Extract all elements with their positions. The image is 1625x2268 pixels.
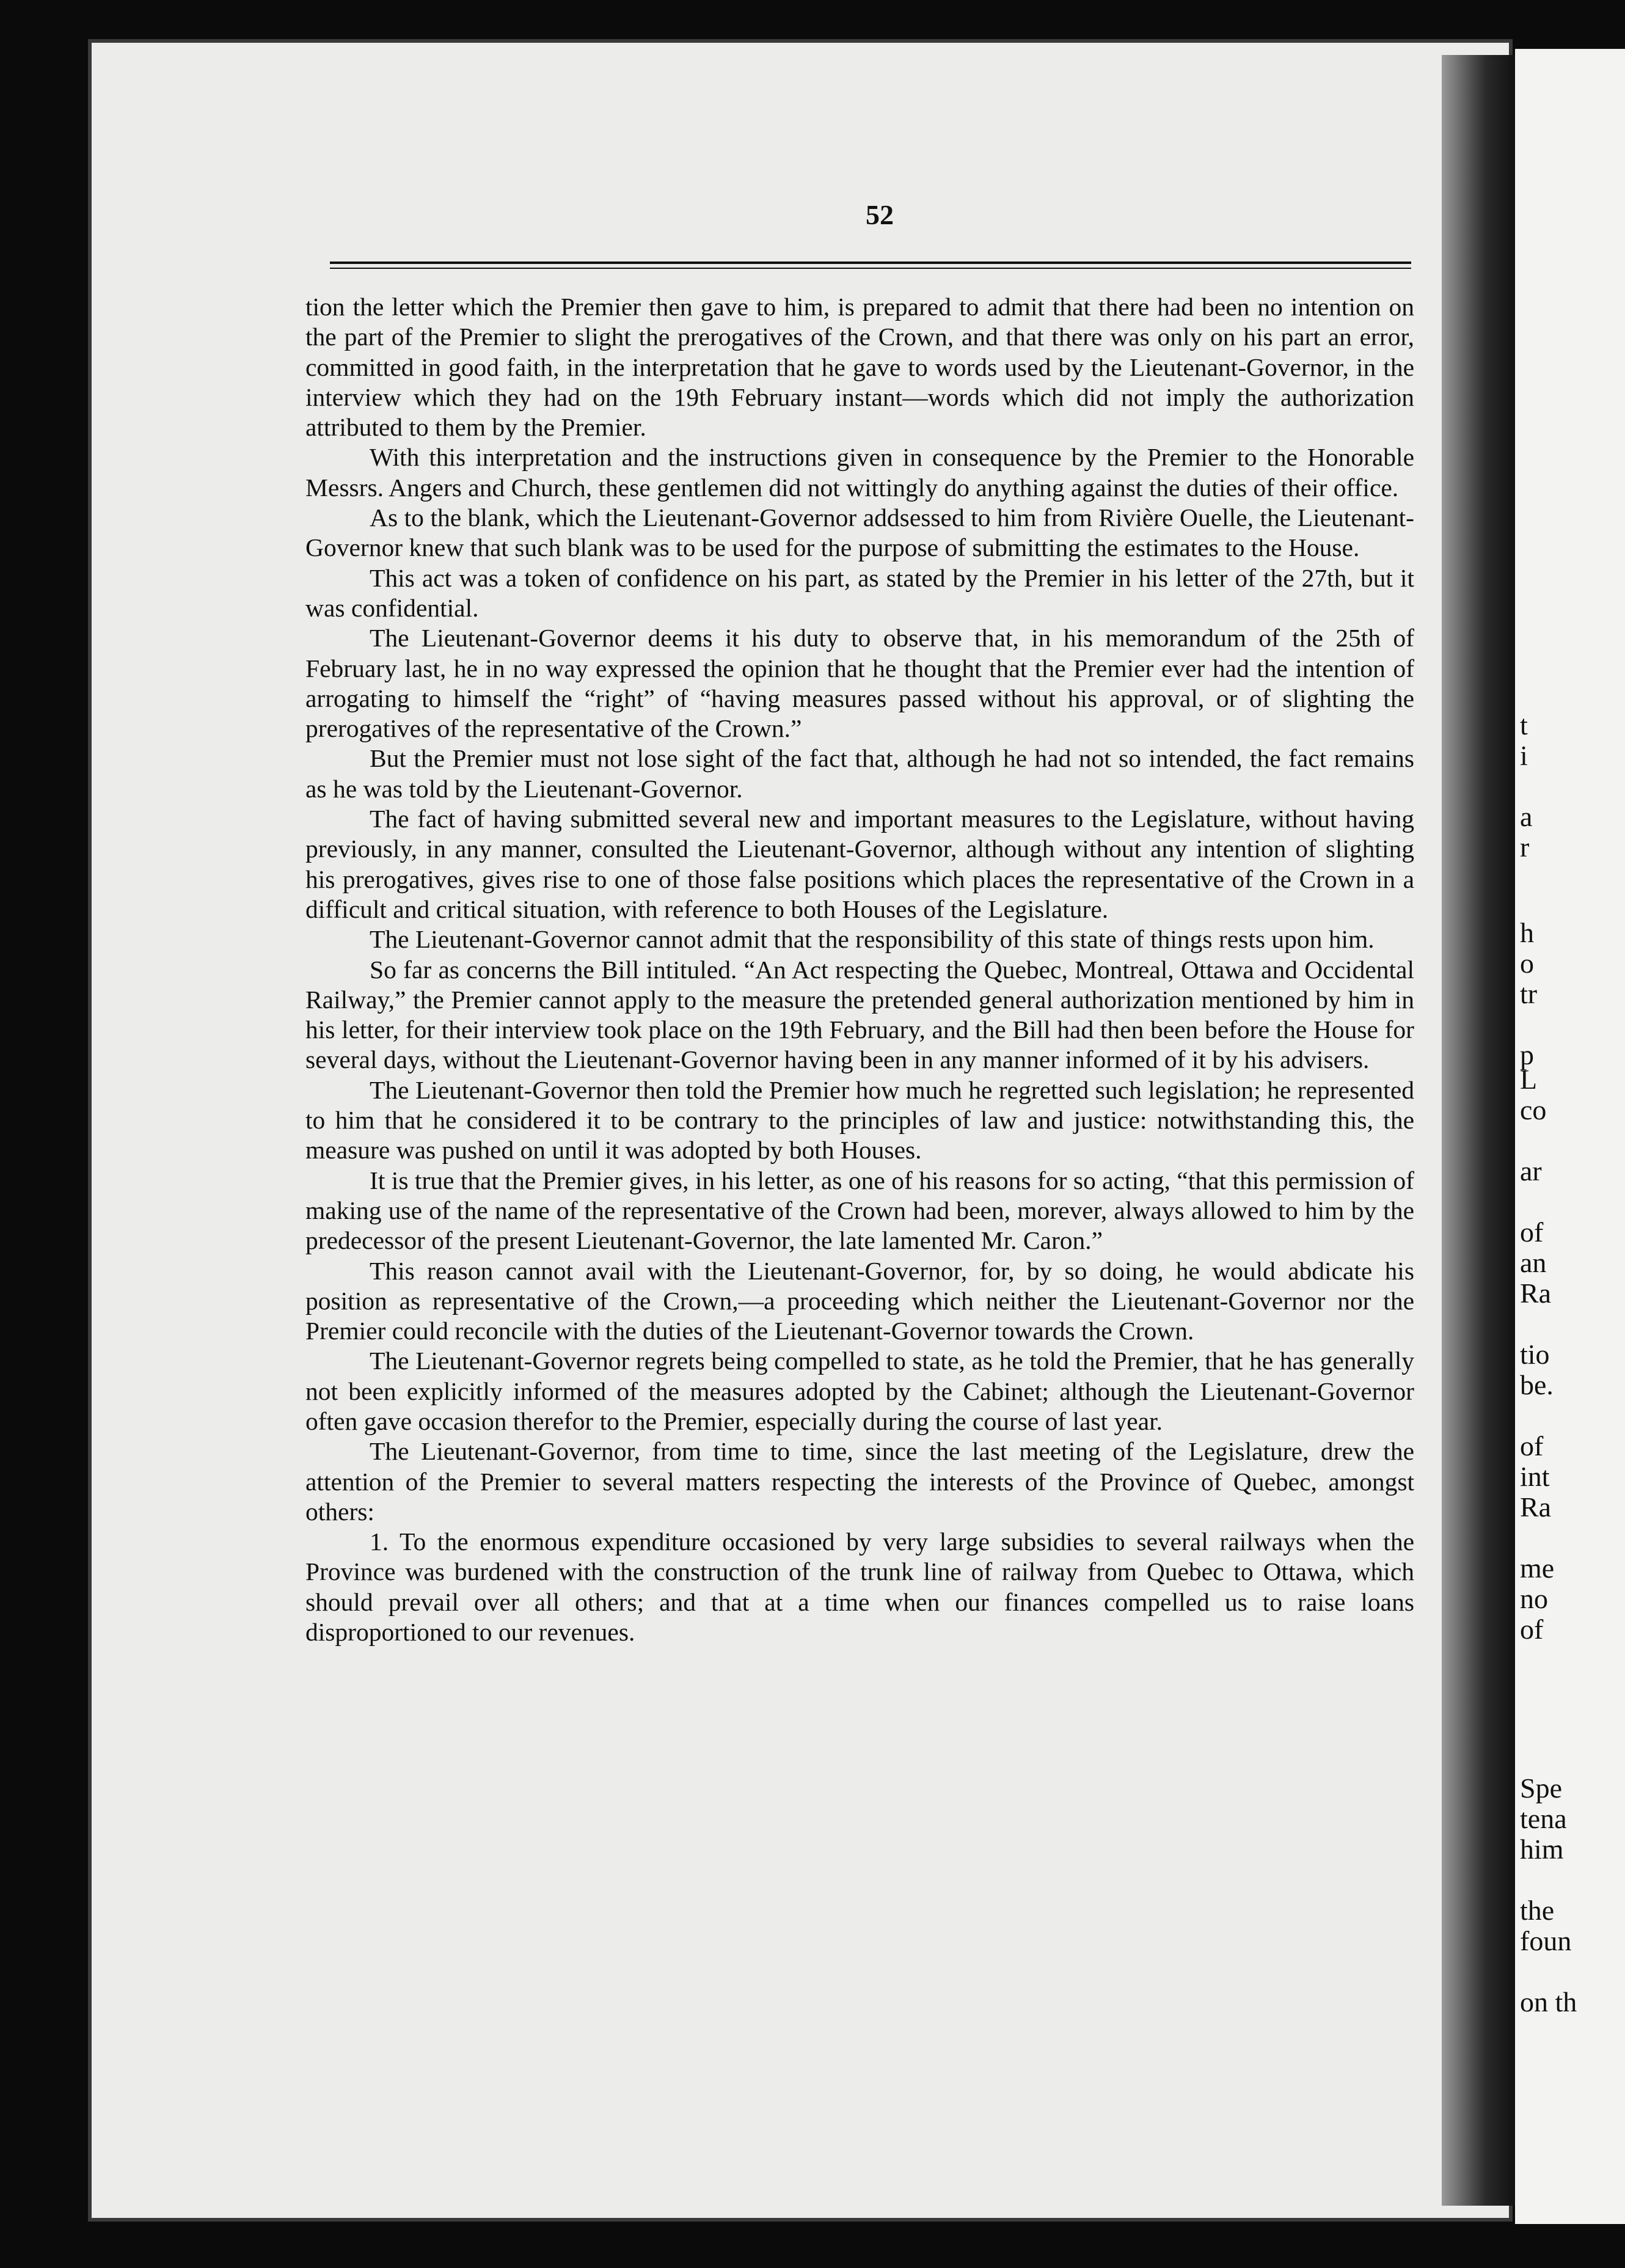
header-rule <box>330 262 1411 264</box>
adjacent-page-fragment: be. <box>1520 1369 1554 1400</box>
adjacent-page-fragment: of <box>1520 1614 1544 1645</box>
adjacent-page-fragment: of <box>1520 1430 1544 1461</box>
paragraph: The Lieutenant-Governor cannot admit that the responsibility of this state of things rests upon him. <box>370 925 1375 954</box>
paragraph: As to the blank, which the Lieutenant-Governor addsessed to him from Rivière Ouelle, the Lieutenant-Governor knew that such blank was to be used for the purpose of submitting the estimates to the House. <box>305 503 1414 562</box>
adjacent-page-fragment: him <box>1520 1834 1564 1865</box>
page-gutter-shadow <box>1442 55 1515 2206</box>
paragraph: This act was a token of confidence on his part, as stated by the Premier in his letter of the 27th, but it was confidential. <box>305 563 1414 622</box>
adjacent-page-fragment: t <box>1520 709 1528 741</box>
paragraph: This reason cannot avail with the Lieutenant-Governor, for, by so doing, he would abdicate his position as representative of the Crown,—a proceeding which neither the Lieutenant-Governor nor the Premier could reconcile with the duties of the Lieutenant-Governor towards the Crown. <box>305 1256 1414 1345</box>
adjacent-page-fragment: an <box>1520 1247 1547 1278</box>
adjacent-page-fragment: tena <box>1520 1803 1567 1834</box>
adjacent-page-edge <box>1515 49 1625 2224</box>
paragraph: So far as concerns the Bill intituled. “An Act respecting the Quebec, Montreal, Ottawa and Occidental Railway,” the Premier cannot apply to the measure the pretended general authorization mentioned by him in his letter, for their interview took place on the 19th February, and the Bill had then been before the House for several days, without the Lieutenant-Governor having been in any manner informed of it by his advisers. <box>305 955 1414 1074</box>
paragraph: The Lieutenant-Governor then told the Premier how much he regretted such legislation; he represented to him that he considered it to be contrary to the principles of law and justice: notwithstanding this, the measure was pushed on until it was adopted by both Houses. <box>305 1075 1414 1165</box>
adjacent-page-fragment: h <box>1520 917 1534 948</box>
adjacent-page-fragment: i <box>1520 740 1528 771</box>
adjacent-page-fragment: ar <box>1520 1155 1542 1187</box>
adjacent-page-fragment: the <box>1520 1895 1555 1926</box>
adjacent-page-fragment: o <box>1520 948 1534 979</box>
body-text <box>305 292 1414 1647</box>
adjacent-page-fragment: Ra <box>1520 1278 1552 1309</box>
adjacent-page-fragment: foun <box>1520 1925 1572 1956</box>
paragraph: But the Premier must not lose sight of the fact that, although he had not so intended, the fact remains as he was told by the Lieutenant-Governor. <box>305 744 1414 803</box>
adjacent-page-fragment: tr <box>1520 978 1538 1009</box>
adjacent-page-fragment: tio <box>1520 1339 1550 1370</box>
paragraph: 1. To the enormous expenditure occasioned by very large subsidies to several railways when the Province was burdened with the construction of the trunk line of railway from Quebec to Ottawa, which should prevail over all others; and that at a time when our finances compelled us to raise loans disproportioned to our revenues. <box>305 1527 1414 1647</box>
paragraph: With this interpretation and the instructions given in consequence by the Premier to the Honorable Messrs. Angers and Church, these gentlemen did not wittingly do anything against the duties of their office. <box>305 443 1414 502</box>
header-rule-thin <box>330 268 1411 269</box>
adjacent-page-fragment: r <box>1520 832 1530 863</box>
page-number: 52 <box>866 199 894 230</box>
adjacent-page-fragment: on th <box>1520 1986 1577 2017</box>
paragraph: The Lieutenant-Governor, from time to time, since the last meeting of the Legislature, drew the attention of the Premier to several matters respecting the interests of the Province of Quebec, amongst others: <box>305 1437 1414 1526</box>
paragraph: It is true that the Premier gives, in his letter, as one of his reasons for so acting, “that this permission of making use of the name of the representative of the Crown had been, morever, always allowed to him by the predecessor of the present Lieutenant-Governor, the late lamented Mr. Caron.” <box>305 1166 1414 1255</box>
adjacent-page-fragment: Ra <box>1520 1491 1552 1523</box>
adjacent-page-fragment: co <box>1520 1094 1547 1125</box>
adjacent-page-fragment: p <box>1520 1039 1534 1070</box>
adjacent-page-fragment: no <box>1520 1583 1548 1614</box>
paragraph: The fact of having submitted several new and important measures to the Legislature, without having previously, in any manner, consulted the Lieutenant-Governor, although without any intention of slighting his prerogatives, gives rise to one of those false positions which places the representative of the Crown in a difficult and critical situation, with reference to both Houses of the Legislature. <box>305 805 1414 923</box>
adjacent-page-fragment: int <box>1520 1461 1550 1492</box>
adjacent-page-fragment: L <box>1520 1064 1538 1095</box>
paragraph: tion the letter which the Premier then gave to him, is prepared to admit that there had been no intention on the part of the Premier to slight the prerogatives of the Crown, and that there was only on his part an error, committed in good faith, in the interpretation that he gave to words used by the Lieutenant-Governor, in the interview which they had on the 19th February instant—words which did not imply the authorization attributed to them by the Premier. <box>305 293 1414 442</box>
paragraph: The Lieutenant-Governor deems it his duty to observe that, in his memorandum of the 25th of February last, he in no way expressed the opinion that he thought that the Premier ever had the intention of arrogating to himself the “right” of “having measures passed without his approval, or of slighting the prerogatives of the representative of the Crown.” <box>305 624 1414 743</box>
adjacent-page-fragment: Spe <box>1520 1772 1562 1804</box>
paragraph: The Lieutenant-Governor regrets being compelled to state, as he told the Premier, that he has generally not been explicitly informed of the measures adopted by the Cabinet; although the Lieutenant-Governor often gave occasion therefor to the Premier, especially during the course of last year. <box>305 1347 1414 1435</box>
adjacent-page-fragment: of <box>1520 1216 1544 1248</box>
adjacent-page-fragment: a <box>1520 801 1533 832</box>
adjacent-page-fragment: me <box>1520 1553 1555 1584</box>
